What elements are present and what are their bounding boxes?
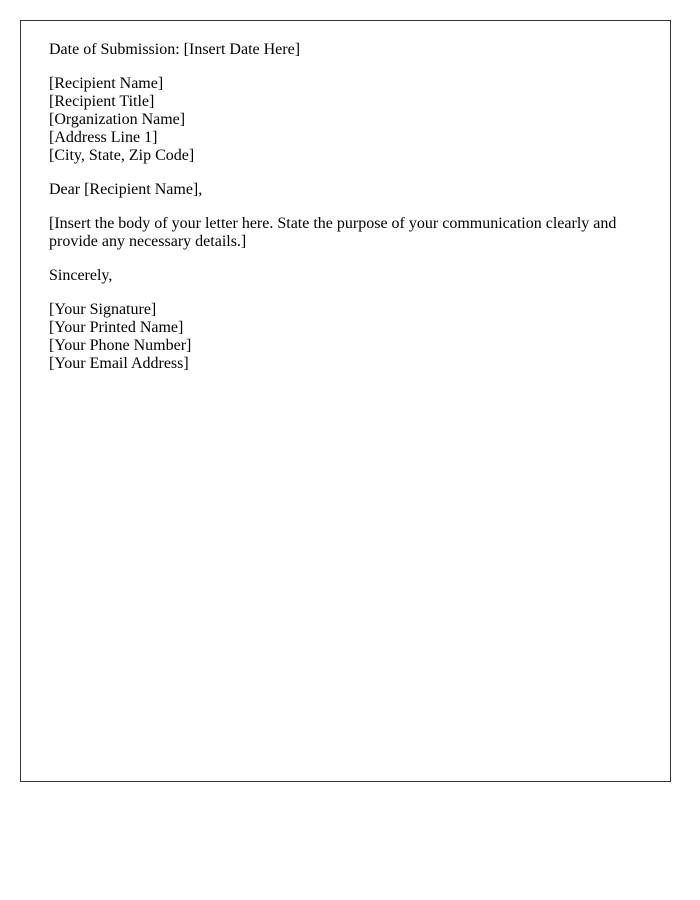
body-section	[49, 215, 650, 251]
date-of-submission: Date of Submission: [Insert Date Here]	[49, 41, 301, 58]
sender-email-address: [Your Email Address]	[49, 355, 189, 372]
recipient-address-block	[49, 75, 650, 165]
sender-printed-name: [Your Printed Name]	[49, 319, 184, 336]
closing: Sincerely,	[49, 267, 113, 284]
recipient-name: [Recipient Name]	[49, 75, 164, 92]
letter-page	[20, 20, 671, 782]
date-section	[49, 41, 650, 59]
letter-body: [Insert the body of your letter here. State the purpose of your communication clearly and provide any necessary details.]	[49, 215, 617, 250]
sender-signature: [Your Signature]	[49, 301, 157, 318]
recipient-title: [Recipient Title]	[49, 93, 155, 110]
salutation-section	[49, 181, 650, 199]
closing-section	[49, 267, 650, 285]
organization-name: [Organization Name]	[49, 111, 186, 128]
sender-block	[49, 301, 650, 373]
salutation: Dear [Recipient Name],	[49, 181, 203, 198]
city-state-zip: [City, State, Zip Code]	[49, 147, 195, 164]
sender-phone-number: [Your Phone Number]	[49, 337, 192, 354]
address-line-1: [Address Line 1]	[49, 129, 158, 146]
